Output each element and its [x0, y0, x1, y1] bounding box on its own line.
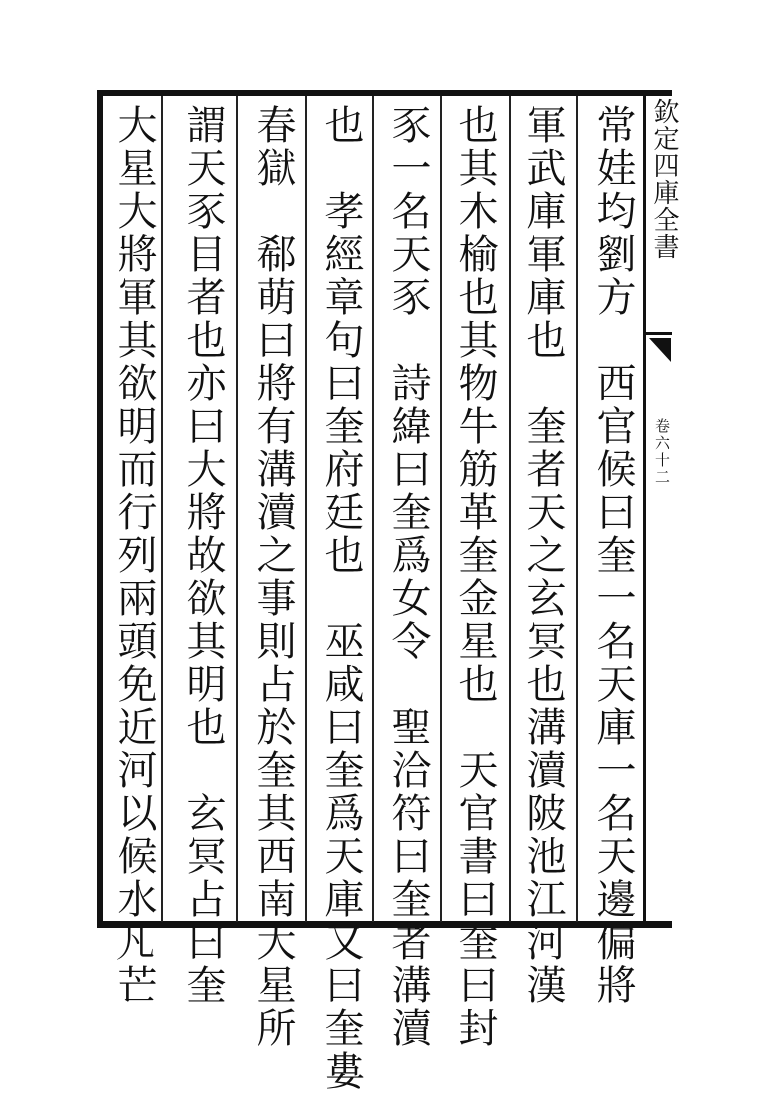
text-column-2: 軍武庫軍庫也 奎者天之玄冥也溝瀆陂池江河漢 — [520, 104, 566, 1007]
fish-tail-mark — [649, 338, 671, 362]
column-rule — [576, 96, 578, 922]
text-column-6: 春獄 郗萌曰將有溝瀆之事則占於奎其西南大星所 — [250, 104, 296, 1050]
column-rule — [509, 96, 511, 922]
text-column-7: 謂天豕目者也亦曰大將故欲其明也 玄冥占曰奎 — [180, 104, 226, 1007]
text-column-1: 常娃均劉方 西官候曰奎一名天庫一名天邊偏將 — [590, 104, 636, 1007]
fish-tail-line — [646, 332, 672, 335]
column-rule — [236, 96, 238, 922]
juan-number: 卷六十二 — [653, 418, 671, 486]
text-column-3: 也其木榆也其物牛筋革奎金星也 天官書曰奎曰封 — [452, 104, 498, 1050]
text-column-4: 豕一名天豕 詩緯曰奎爲女令 聖洽符曰奎者溝瀆 — [385, 104, 431, 1050]
column-rule — [372, 96, 374, 922]
text-column-5: 也 孝經章句曰奎府廷也 巫咸曰奎爲天庫又曰奎婁 — [318, 104, 364, 1093]
column-rule — [440, 96, 442, 922]
book-title: 欽定四庫全書 — [649, 98, 679, 260]
column-rule — [305, 96, 307, 922]
text-column-8: 大星大將軍其欲明而行列兩頭免近河以候水𠁽芒 — [111, 104, 157, 1007]
column-rule — [161, 96, 163, 922]
